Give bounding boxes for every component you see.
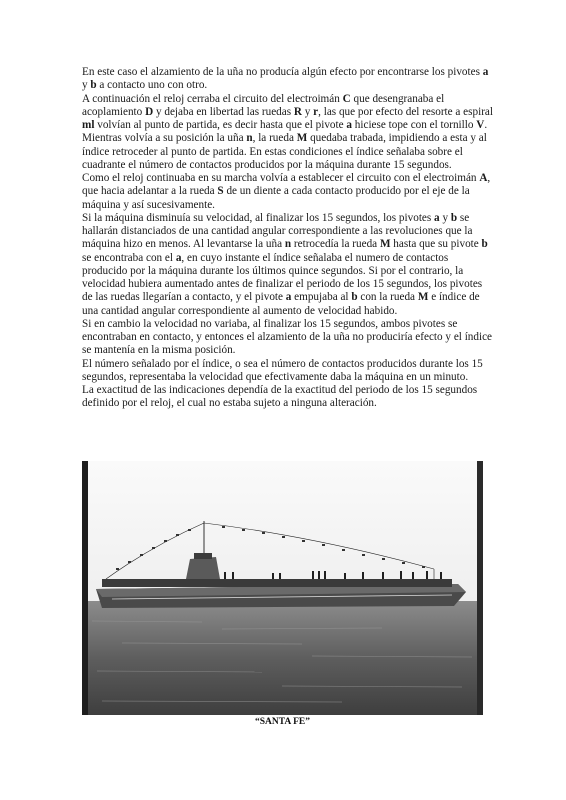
text-run: , la rueda: [252, 132, 297, 145]
text-run: . Mientras volvía a su posición la uña: [82, 119, 488, 145]
bold-label: a: [482, 66, 489, 78]
text-run: , las que por efecto del resorte a espiral: [318, 105, 494, 118]
text-run: La exactitud de las indicaciones dependía de la exactitud del periodo de los 15 segundos definido por el reloj, el cual no estaba sujeto a ninguna alteración.: [82, 384, 478, 410]
bold-label: a: [434, 211, 440, 224]
text-run: y dejaba en libertad las ruedas: [153, 105, 294, 118]
text-run: de un diente a cada contacto producido por el eje de la máquina y así sucesivamente.: [82, 185, 470, 211]
text-run: se encontraba con el: [82, 251, 176, 264]
text-run: con la rueda: [357, 291, 418, 304]
paragraph: [82, 93, 494, 173]
paragraph: [82, 384, 494, 411]
text-run: e índice de una cantidad angular correspondiente al aumento de velocidad habido.: [82, 291, 480, 317]
text-run: Si en cambio la velocidad no variaba, al finalizar los 15 segundos, ambos pivotes se encontraban en contacto, y entonces el alzamiento de la uña no produciría efecto y el índice se mantenía en la misma posición.: [82, 317, 493, 357]
bold-label: b: [481, 238, 488, 251]
text-run: Como el reloj continuaba en su marcha volvía a establecer el circuito con el electroimán: [82, 172, 480, 184]
bold-label: R: [293, 105, 302, 118]
text-run: que desengranaba el acoplamiento: [82, 92, 445, 118]
bold-label: M: [296, 132, 308, 145]
text-run: y: [439, 211, 451, 224]
bold-label: M: [379, 238, 391, 251]
bold-label: D: [145, 105, 154, 118]
bold-label: n: [246, 132, 253, 145]
text-run: En este caso el alzamiento de la uña no producía algún efecto por encontrarse los pivotes: [82, 66, 483, 78]
submarine-photo: [82, 461, 483, 715]
bold-label: M: [417, 291, 429, 304]
paragraph: [82, 212, 494, 318]
text-run: a contacto uno con otro.: [96, 79, 208, 92]
bold-label: n: [284, 238, 292, 251]
bold-label: b: [90, 79, 97, 92]
text-run: quedaba trabada, impidiendo a esta y al índice retroceder al punto de partida. En estas condiciones el índice señalaba sobre el cuadrante el número de contactos producidos por la máquina durante 15 segundos.: [82, 132, 487, 171]
text-run: , que hacia adelantar a la rueda: [82, 172, 491, 198]
bold-label: b: [450, 211, 458, 224]
photo-caption: “SANTA FE”: [255, 717, 310, 727]
paragraph: [82, 358, 494, 385]
bold-label: V: [476, 119, 485, 131]
text-run: Si la máquina disminuía su velocidad, al finalizar los 15 segundos, los pivotes: [82, 211, 435, 224]
bold-label: ml: [82, 119, 95, 131]
paragraph: [82, 66, 494, 93]
text-run: se hallarán distanciados de una cantidad angular correspondiente a las revoluciones que la máquina hizo en menos. Al levantarse la uña: [82, 211, 473, 251]
paragraph: [82, 318, 494, 358]
text-run: hasta que su pivote: [390, 238, 482, 251]
text-run: y: [301, 105, 314, 118]
bold-label: A: [479, 172, 488, 184]
bold-label: b: [351, 291, 358, 304]
bold-label: S: [217, 185, 224, 198]
paragraph: [82, 172, 494, 212]
submarine-photo-drawing: [82, 461, 483, 715]
text-run: empujaba al: [291, 291, 352, 304]
bold-label: a: [175, 251, 182, 264]
bold-label: a: [346, 119, 352, 131]
text-run: El número señalado por el índice, o sea el número de contactos producidos durante los 15 segundos, representaba la velocidad que efectivamente daba la máquina en un minuto.: [82, 357, 483, 383]
text-run: hiciese tope con el tornillo: [351, 119, 477, 131]
bold-label: a: [285, 291, 292, 304]
bold-label: r: [313, 105, 319, 118]
text-run: , en cuyo instante el índice señalaba el numero de contactos producido por la máquina durante los últimos quince segundos. Si por el contrario, la velocidad hubiera aumentado antes de finalizar el periodo de los 15 segundos, los pivotes de las ruedas llegarían a contacto, y el pivote: [82, 251, 483, 304]
bold-label: C: [342, 92, 351, 105]
text-run: A continuación el reloj cerraba el circuito del electroimán: [82, 92, 343, 105]
text-run: retrocedía la rueda: [291, 238, 380, 251]
text-run: volvían al punto de partida, es decir hasta que el pivote: [94, 119, 347, 131]
text-run: y: [82, 79, 91, 92]
body-text: [82, 66, 494, 411]
